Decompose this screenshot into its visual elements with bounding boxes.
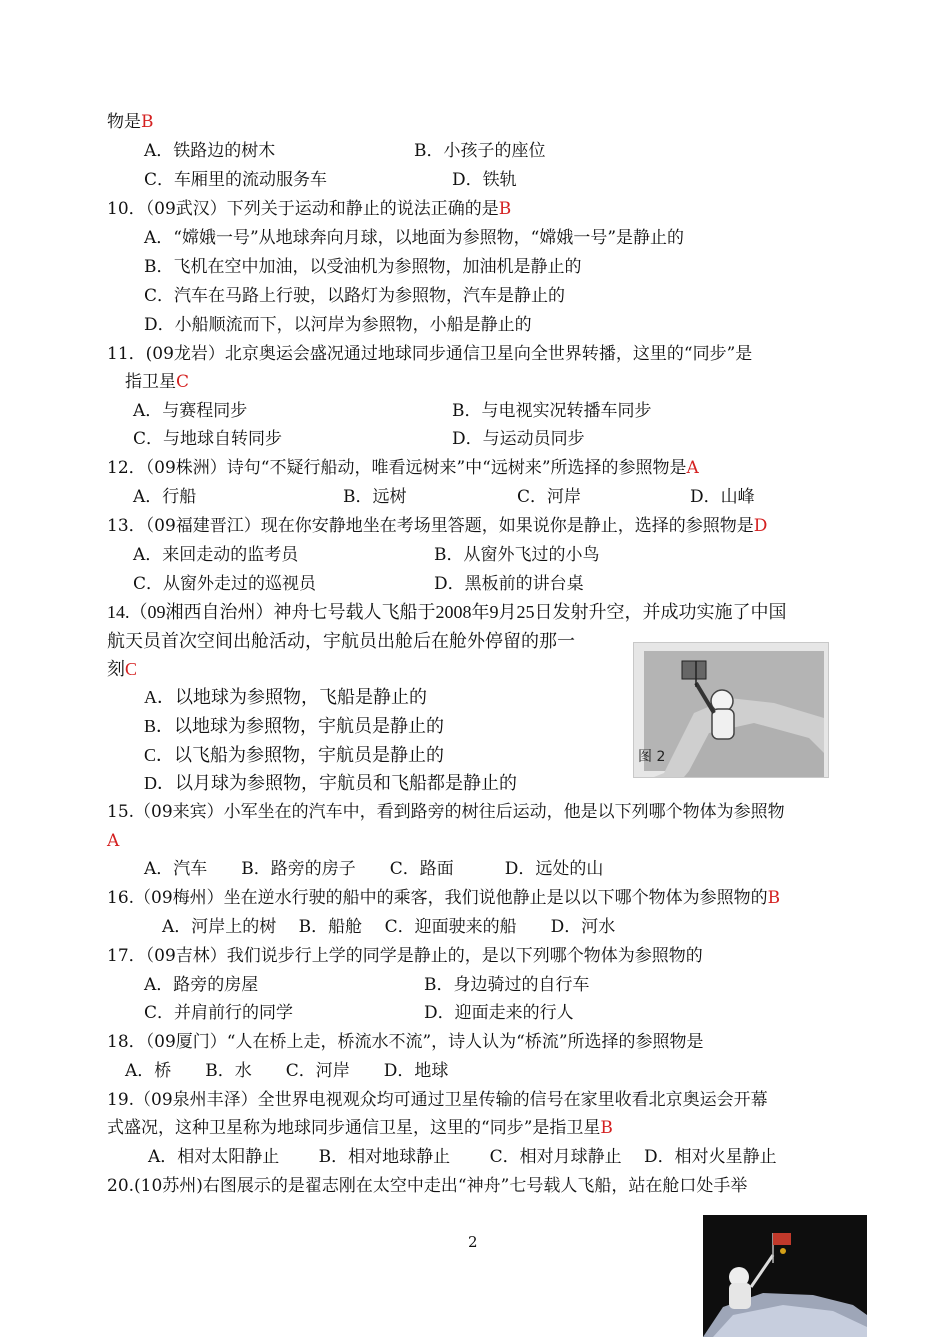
option-c: C．汽车在马路上行驶，以路灯为参照物，汽车是静止的 [144, 286, 566, 306]
figure-label: 图 2 [638, 749, 666, 765]
answer-mark: B [498, 199, 512, 219]
option-d: D．与运动员同步 [452, 429, 585, 449]
question-15-answer [107, 830, 119, 852]
option-d: D．黑板前的讲台桌 [434, 574, 584, 594]
astronaut-illustration [634, 643, 828, 777]
question-10 [107, 198, 511, 220]
question-11-cont [125, 371, 189, 393]
answer-mark: B [141, 112, 154, 132]
option-d: D．小船顺流而下，以河岸为参照物，小船是静止的 [144, 315, 532, 335]
option-d: D．以月球为参照物，宇航员和飞船都是静止的 [144, 773, 517, 793]
question-19-cont [107, 1117, 613, 1139]
option-a: A．行船 [133, 487, 197, 507]
option-c: C．从窗外走过的巡视员 [133, 574, 317, 594]
question-20: 20.(10苏州)右图展示的是翟志刚在太空中走出“神舟”七号载人飞船，站在舱口处手举 [107, 1176, 748, 1196]
option-d: D．铁轨 [452, 170, 517, 190]
option-b: B．从窗外飞过的小鸟 [434, 545, 600, 565]
question-text: 13．（09福建晋江）现在你安静地坐在考场里答题，如果说你是静止，选择的参照物是 [107, 516, 754, 536]
answer-mark: C [176, 372, 190, 392]
question-text: 指卫星 [125, 372, 176, 392]
answer-mark: A [686, 458, 699, 478]
question-continuation [107, 111, 154, 133]
question-18-options: A．桥 B．水 C．河岸 D．地球 [125, 1061, 449, 1081]
option-b: B．飞机在空中加油，以受油机为参照物，加油机是静止的 [144, 257, 582, 277]
option-c: C．河岸 [517, 487, 582, 507]
question-text: 物是 [107, 112, 141, 132]
question-17: 17．（09吉林）我们说步行上学的同学是静止的，是以下列哪个物体为参照物的 [107, 946, 703, 966]
astronaut-figure [633, 642, 829, 778]
question-11: 11．(09龙岩）北京奥运会盛况通过地球同步通信卫星向全世界转播，这里的“同步”是 [107, 344, 753, 364]
option-a: A．路旁的房屋 [144, 975, 259, 995]
option-c: C．并肩前行的同学 [144, 1003, 294, 1023]
answer-mark: B [767, 888, 781, 908]
answer-mark: C [125, 659, 138, 679]
option-c: C．以飞船为参照物，宇航员是静止的 [144, 745, 445, 765]
answer-mark: D [753, 516, 768, 536]
question-14: 14.（09湘西自治州）神舟七号载人飞船于2008年9月25日发射升空，并成功实施了中国 [107, 602, 787, 622]
option-b: B．与电视实况转播车同步 [452, 401, 652, 421]
question-19-options: A．相对太阳静止 B．相对地球静止 C．相对月球静止 D．相对火星静止 [148, 1147, 777, 1167]
option-b: B．身边骑过的自行车 [424, 975, 590, 995]
question-14-cont2 [107, 658, 137, 680]
question-19: 19.（09泉州丰泽）全世界电视观众均可通过卫星传输的信号在家里收看北京奥运会开幕 [107, 1090, 768, 1110]
option-a: A．“嫦娥一号”从地球奔向月球，以地面为参照物，“嫦娥一号”是静止的 [144, 228, 685, 248]
option-a: A．铁路边的树木 [144, 141, 276, 161]
question-text: 16.（09梅州）坐在逆水行驶的船中的乘客，我们说他静止是以以下哪个物体为参照物的 [107, 888, 768, 908]
option-b: B．以地球为参照物，宇航员是静止的 [144, 716, 445, 736]
page-number: 2 [468, 1233, 478, 1251]
question-13 [107, 515, 767, 537]
option-b: B．远树 [343, 487, 407, 507]
question-text: 刻 [107, 659, 125, 679]
answer-mark: A [107, 831, 120, 851]
question-16-options: A．河岸上的树 B．船舱 C．迎面驶来的船 D．河水 [162, 917, 616, 937]
spacewalk-illustration [703, 1215, 867, 1337]
option-b: B．小孩子的座位 [414, 141, 546, 161]
question-15-options: A．汽车 B．路旁的房子 C．路面 D．远处的山 [144, 859, 604, 879]
option-d: D．迎面走来的行人 [424, 1003, 574, 1023]
spacewalk-photo [703, 1215, 867, 1337]
option-a: A．以地球为参照物，飞船是静止的 [144, 687, 427, 707]
question-12 [107, 457, 699, 479]
question-18: 18．（09厦门）“人在桥上走，桥流水不流”，诗人认为“桥流”所选择的参照物是 [107, 1032, 704, 1052]
option-a: A．与赛程同步 [133, 401, 248, 421]
question-16 [107, 887, 780, 909]
question-14-cont: 航天员首次空间出舱活动，宇航员出舱后在舱外停留的那一 [107, 631, 575, 651]
answer-mark: B [600, 1118, 613, 1138]
option-c: C．与地球自转同步 [133, 429, 283, 449]
option-a: A．来回走动的监考员 [133, 545, 299, 565]
question-15: 15.（09来宾）小军坐在的汽车中，看到路旁的树往后运动，他是以下列哪个物体为参照物 [107, 802, 785, 822]
option-d: D．山峰 [690, 487, 755, 507]
question-text: 式盛况，这种卫星称为地球同步通信卫星，这里的“同步”是指卫星 [107, 1118, 601, 1138]
option-c: C．车厢里的流动服务车 [144, 170, 328, 190]
question-text: 10．（09武汉）下列关于运动和静止的说法正确的是 [107, 199, 499, 219]
question-text: 12．（09株洲）诗句“不疑行船动，唯看远树来”中“远树来”所选择的参照物是 [107, 458, 687, 478]
